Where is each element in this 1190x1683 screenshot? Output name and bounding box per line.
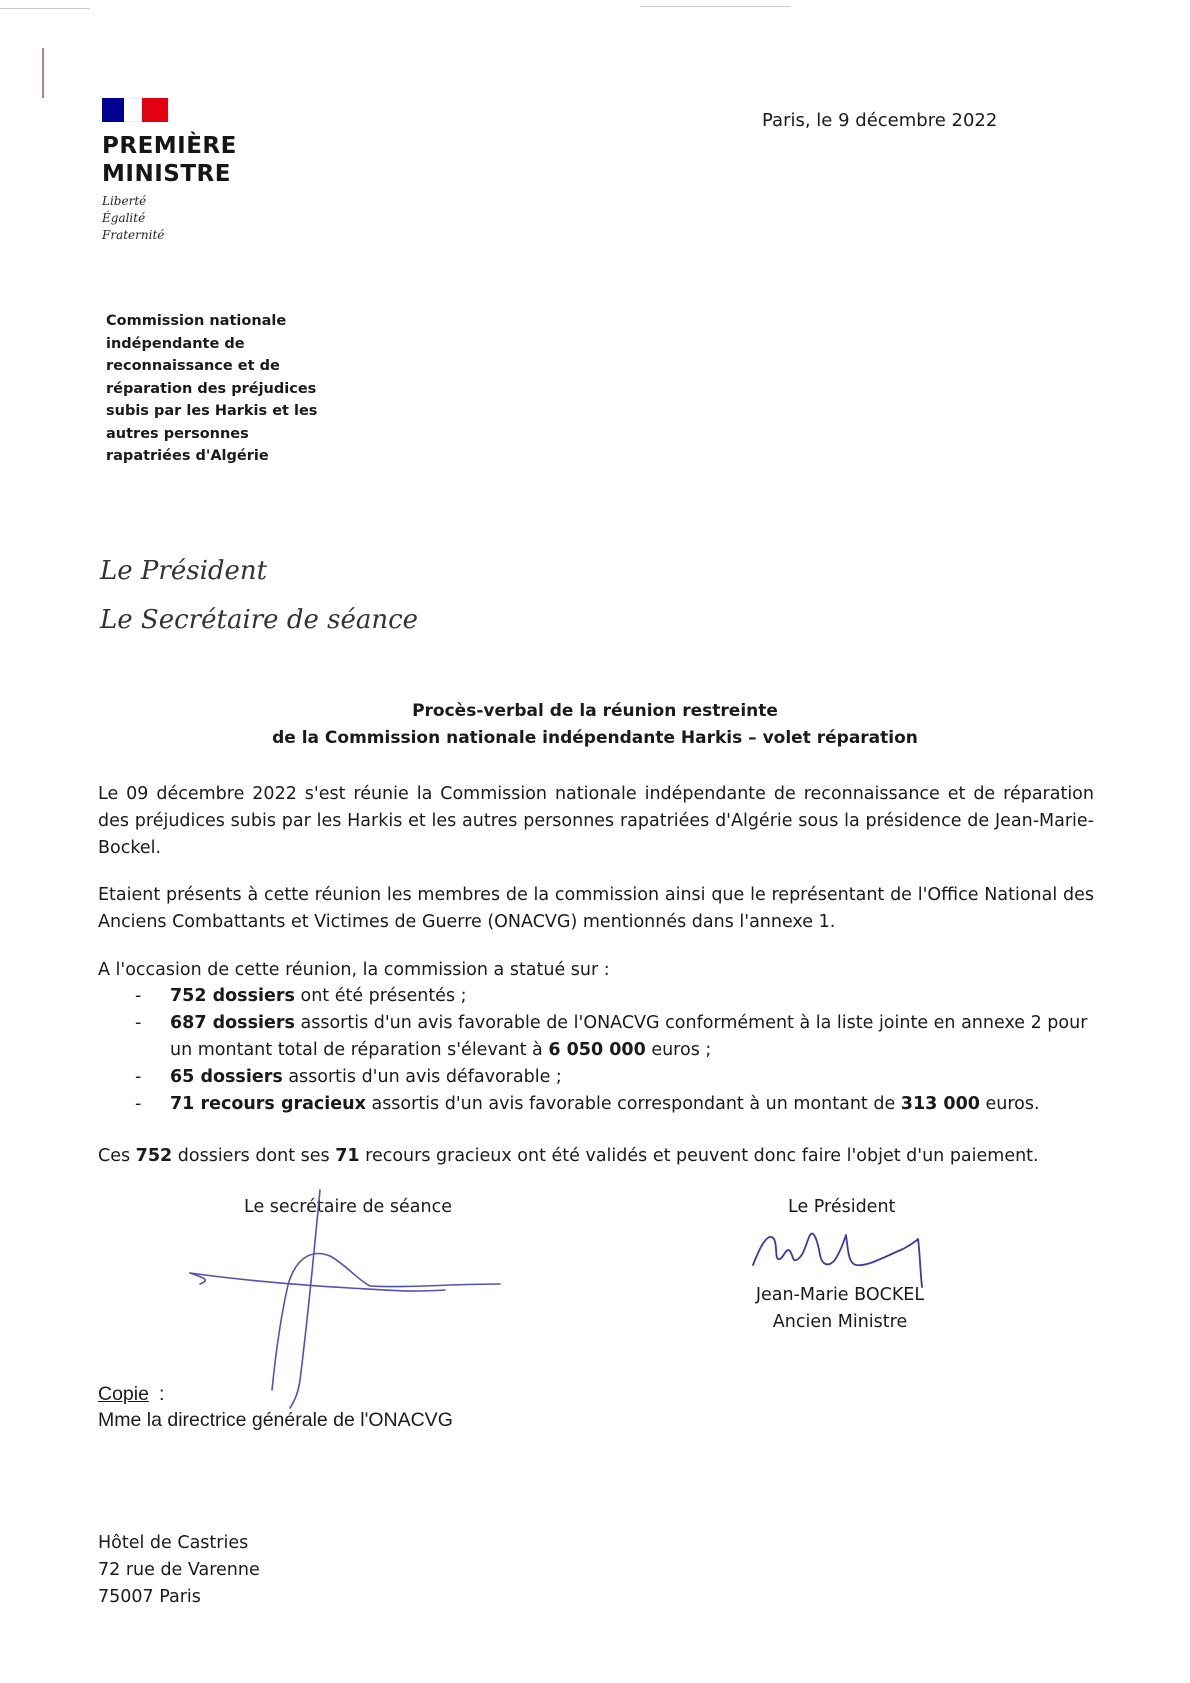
item-amount: 6 050 000: [548, 1040, 646, 1060]
item-count: 71 recours gracieux: [170, 1094, 366, 1114]
signer-name: Jean-Marie BOCKEL: [755, 1285, 925, 1305]
document-title: [200, 698, 990, 752]
list-item: [98, 983, 1094, 1010]
commission-line: rapatriées d'Algérie: [106, 448, 269, 464]
item-text: assortis d'un avis favorable de l'ONACVG conformément à la liste jointe en annexe 2 pour un montant total de réparation s'élevant à: [170, 1013, 1088, 1060]
paragraph-validation: [98, 1143, 1094, 1170]
title-line1: Procès-verbal de la réunion restreinte: [412, 701, 778, 721]
ministry-line1: PREMIÈRE: [102, 133, 237, 159]
validation-text: dossiers dont ses: [172, 1146, 336, 1166]
paragraph-decisions: A l'occasion de cette réunion, la commission a statué sur :: [98, 960, 610, 980]
item-text: assortis d'un avis favorable correspondant à un montant de: [365, 1094, 901, 1114]
validation-recours: 71: [335, 1146, 360, 1166]
commission-line: autres personnes: [106, 425, 249, 442]
flag-red: [142, 98, 168, 122]
flag-blue: [102, 98, 124, 122]
item-count: 687 dossiers: [170, 1013, 295, 1033]
list-item: [98, 1010, 1094, 1064]
republic-motto: [102, 193, 164, 244]
item-text-end: euros ;: [645, 1040, 712, 1060]
validation-text: recours gracieux ont été validés et peuvent donc faire l'objet d'un paiement.: [359, 1146, 1039, 1166]
list-dash: -: [135, 1013, 142, 1033]
letter-date: Paris, le 9 décembre 2022: [762, 110, 998, 131]
copie-recipient: Mme la directrice générale de l'ONACVG: [98, 1409, 453, 1431]
secretary-signature: [180, 1180, 510, 1420]
paragraph-intro: Le 09 décembre 2022 s'est réunie la Commission nationale indépendante de reconnaissance et de réparation des préjudices subis par les Harkis et les autres personnes rapatriées d'Algérie sous la présidence de Jean-Marie-Bockel.: [98, 784, 1094, 858]
signer-title: Ancien Ministre: [772, 1312, 908, 1332]
flag-white: [124, 98, 142, 122]
signature-label-president: Le Président: [788, 1197, 896, 1217]
list-item: [98, 1091, 1094, 1118]
item-text-end: euros.: [979, 1094, 1040, 1114]
item-count: 65 dossiers: [170, 1067, 283, 1087]
address-line: Hôtel de Castries: [98, 1533, 249, 1553]
list-item: [98, 1064, 1094, 1091]
commission-line: réparation des préjudices: [106, 380, 317, 397]
scan-artifact-line: [0, 8, 90, 9]
commission-line: indépendante de: [106, 335, 245, 352]
item-text: ont été présentés ;: [294, 986, 467, 1006]
list-dash: -: [135, 986, 142, 1006]
motto-liberte: Liberté: [102, 194, 147, 208]
item-amount: 313 000: [900, 1094, 980, 1114]
postal-address: [98, 1530, 260, 1611]
paragraph-attendees: Etaient présents à cette réunion les membres de la commission ainsi que le représentant de l'Office National des Anciens Combattants et Victimes de Guerre (ONACVG) mentionnés dans l'annexe 1.: [98, 885, 1094, 932]
title-line2: de la Commission nationale indépendante Harkis – volet réparation: [272, 728, 918, 748]
commission-line: Commission nationale: [106, 313, 287, 329]
signer-block: [740, 1282, 940, 1336]
copie-colon: :: [159, 1383, 165, 1405]
list-dash: -: [135, 1067, 142, 1087]
commission-name: [106, 310, 336, 468]
item-text: assortis d'un avis défavorable ;: [282, 1067, 562, 1087]
scan-artifact-mark: [42, 48, 44, 98]
commission-line: reconnaissance et de: [106, 358, 280, 374]
scan-artifact-line: [640, 6, 790, 7]
list-dash: -: [135, 1094, 142, 1114]
decision-list: [98, 983, 1094, 1118]
ministry-name: [102, 132, 237, 188]
validation-text: Ces: [98, 1146, 136, 1166]
motto-egalite: Égalité: [102, 211, 146, 225]
stamp-secretaire: Le Secrétaire de séance: [100, 605, 419, 635]
motto-fraternite: Fraternité: [102, 228, 165, 242]
ministry-line2: MINISTRE: [102, 161, 231, 187]
validation-count: 752: [135, 1146, 173, 1166]
commission-line: subis par les Harkis et les: [106, 403, 318, 419]
item-count: 752 dossiers: [170, 986, 295, 1006]
address-line: 75007 Paris: [98, 1587, 201, 1607]
marianne-flag-logo: [102, 98, 168, 122]
stamp-president: Le Président: [100, 556, 268, 586]
address-line: 72 rue de Varenne: [98, 1560, 260, 1580]
copie-label: Copie: [98, 1383, 149, 1405]
signature-label-secretary: Le secrétaire de séance: [244, 1197, 452, 1217]
